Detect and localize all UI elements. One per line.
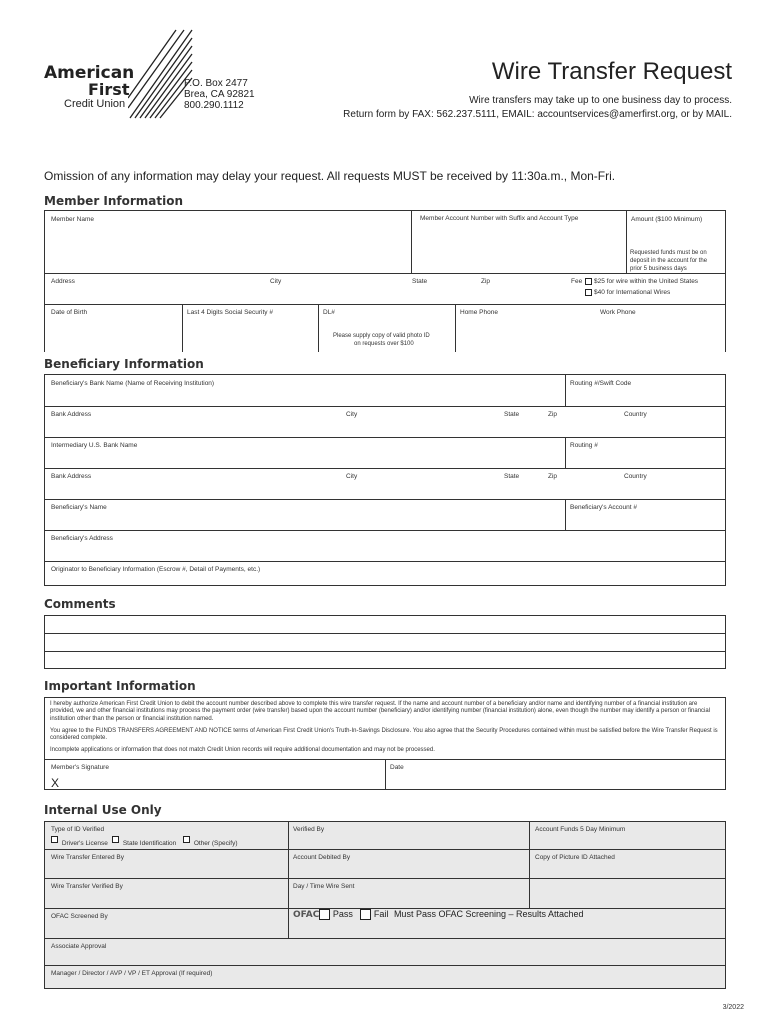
member-account-label: Member Account Number with Suffix and Account Type [420,215,579,222]
beneficiary-address-label: Beneficiary's Address [51,535,113,542]
requested-note-1: Requested funds must be on [630,250,707,256]
date-field[interactable] [388,772,722,788]
ofac-screened-label: OFAC Screened By [51,913,108,920]
member-account-field[interactable] [414,226,624,270]
intermediary-label: Intermediary U.S. Bank Name [51,442,138,449]
other-id-checkbox[interactable] [183,836,190,843]
fee-option-intl[interactable] [585,289,670,296]
associate-approval-label: Associate Approval [51,943,107,950]
fee-option-us[interactable] [585,278,698,285]
amount-field[interactable] [629,226,724,246]
fee-intl-checkbox[interactable] [585,289,592,296]
beneficiary-account-label: Beneficiary's Account # [570,504,637,511]
dl-label: DL# [323,309,335,316]
member-name-label: Member Name [51,216,94,223]
omission-notice: Omission of any information may delay your request. All requests MUST be received by 11:30a.m., Mon-Fri. [44,169,616,183]
city-label: City [270,278,282,285]
drivers-label: Driver's License [61,840,108,847]
section-heading-important: Important Information [44,679,196,693]
requested-note-3: prior 5 business days [630,266,687,272]
ofac-fail-checkbox[interactable] [360,909,371,920]
ofac-must-pass-label: Must Pass OFAC Screening – Results Attached [393,909,584,919]
page-title: Wire Transfer Request [491,58,732,85]
entered-by-label: Wire Transfer Entered By [51,854,124,861]
section-heading-comments: Comments [44,597,116,611]
bank-zip2-label: Zip [548,473,558,480]
amount-label: Amount ($100 Minimum) [631,216,703,223]
routing-swift-label: Routing #/Swift Code [570,380,632,387]
bank-zip-label: Zip [548,411,558,418]
id-option-state[interactable] [112,836,177,847]
drivers-checkbox[interactable] [51,836,58,843]
id-option-drivers[interactable] [51,836,108,847]
member-name-field[interactable] [46,226,408,270]
beneficiary-name-label: Beneficiary's Name [51,504,107,511]
subtitle-processing: Wire transfers may take up to one business day to process. [469,95,732,106]
signature-label: Member's Signature [51,764,109,771]
other-id-label: Other (Specify) [193,840,238,847]
manager-approval-label: Manager / Director / AVP / VP / ET Approval (If required) [51,970,213,977]
section-heading-beneficiary: Beneficiary Information [44,357,204,371]
signature-field[interactable] [62,772,380,788]
address-line-2: Brea, CA 92821 [184,89,255,100]
state-id-checkbox[interactable] [112,836,119,843]
work-phone-label: Work Phone [600,309,636,316]
bank-city-label: City [346,411,358,418]
subtitle-return: Return form by FAX: 562.237.5111, EMAIL: accountservices@amerfirst.org, or by MAIL. [343,109,732,120]
logo-wordmark-credit-union: Credit Union [64,98,126,110]
originator-label: Originator to Beneficiary Information (Escrow #, Detail of Payments, etc.) [51,566,261,573]
phone-number: 800.290.1112 [184,100,244,111]
copy-id-label: Copy of Picture ID Attached [535,854,615,861]
section-heading-internal: Internal Use Only [44,803,162,817]
routing-label: Routing # [570,442,598,449]
bank-city2-label: City [346,473,358,480]
requested-note-2: deposit in the account for the [630,258,708,264]
state-id-label: State Identification [122,840,177,847]
fee-label: Fee [571,278,583,285]
verified-by-label: Verified By [293,826,325,833]
ofac-label: OFAC [293,910,320,920]
debited-by-label: Account Debited By [293,854,351,861]
ssn-label: Last 4 Digits Social Security # [187,309,273,316]
agreement-paragraph: You agree to the FUNDS TRANSFERS AGREEMENT AND NOTICE terms of American First Credit Union's Truth-In-Savings Disclosure. You also agree that the Security Procedures contained within must be satisfied before the Wire Transfer Request is considered complete. [50,728,718,742]
fee-intl-label: $40 for International Wires [594,289,671,297]
form-revision-date: 3/2022 [722,1004,744,1011]
ofac-pass-label: Pass [332,909,353,919]
zip-label: Zip [481,278,491,285]
dl-note-1: Please supply copy of valid photo ID [333,333,430,339]
logo-wordmark-first: First [88,80,130,99]
authorization-paragraph: I hereby authorize American First Credit Union to debit the account number described above to complete this wire transfer request. If the name and account number of a beneficiary and/or name and identifying number of a financial institution are provided, we and other financial institutions may process the payment order (wire transfer) based upon the account number (beneficiary) and/or identifying number (financial institution) alone, even though the number may identify a person or financial institution other than the person or financial institution named. [50,701,711,722]
bank-country2-label: Country [624,473,647,480]
address-line-1: P.O. Box 2477 [184,78,248,89]
funds-minimum-label: Account Funds 5 Day Minimum [535,826,626,833]
bank-name-label: Beneficiary's Bank Name (Name of Receiving Institution) [51,380,215,387]
bank-country-label: Country [624,411,647,418]
state-label: State [412,278,428,285]
logo-wordmark-american: American [44,63,135,83]
bank-address2-label: Bank Address [51,473,92,480]
date-label: Date [390,764,404,771]
dl-note-2: on requests over $100 [354,341,414,347]
bank-address-label: Bank Address [51,411,92,418]
ofac-row [293,909,584,920]
wt-verified-label: Wire Transfer Verified By [51,883,123,890]
signature-x-mark: X [51,776,60,790]
bank-state2-label: State [504,473,520,480]
incomplete-paragraph: Incomplete applications or information that does not match Credit Union records will require additional documentation and may not be processed. [50,747,435,753]
fee-us-checkbox[interactable] [585,278,592,285]
day-time-label: Day / Time Wire Sent [293,883,355,890]
ofac-fail-label: Fail [373,909,389,919]
address-label: Address [51,278,75,285]
id-option-other[interactable] [183,836,238,847]
fee-us-label: $25 for wire within the United States [594,278,699,286]
bank-state-label: State [504,411,520,418]
ofac-pass-checkbox[interactable] [319,909,330,920]
comments-box[interactable] [44,615,726,669]
home-phone-label: Home Phone [460,309,498,316]
section-heading-member: Member Information [44,194,184,208]
type-id-label: Type of ID Verified [51,826,105,833]
dob-label: Date of Birth [51,309,88,316]
